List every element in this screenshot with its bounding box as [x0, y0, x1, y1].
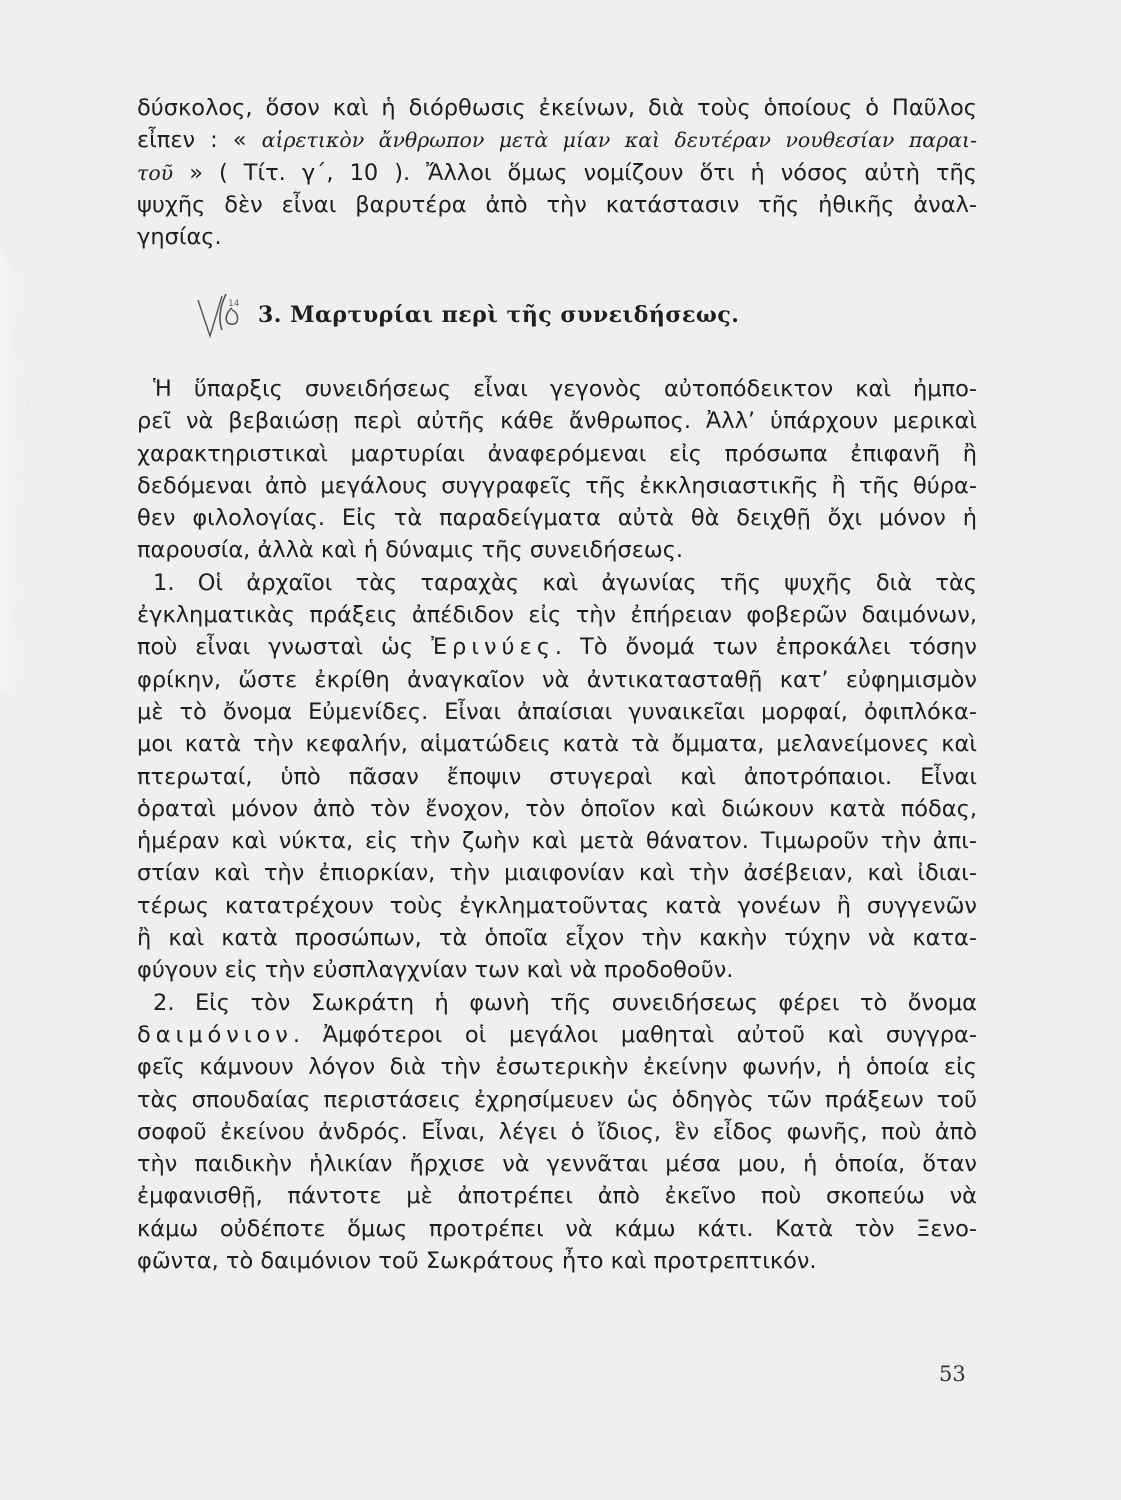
- text-line: ὁραταὶ μόνον ἀπὸ τὸν ἔνοχον, τὸν ὁποῖον καὶ διώκουν κατὰ πόδας,: [137, 795, 977, 822]
- text-line: δαιμόνιον. Ἀμφότεροι οἱ μεγάλοι μαθηταὶ αὐτοῦ καὶ συγγρα-: [137, 1021, 977, 1048]
- text-line: φρίκην, ὥστε ἐκρίθη ἀναγκαῖον νὰ ἀντικατασταθῇ κατ’ εὐφημισμὸν: [137, 666, 977, 693]
- text-line: τέρως κατατρέχουν τοὺς ἐγκληματοῦντας κατὰ γονέων ἢ συγγενῶν: [137, 892, 977, 919]
- spaced-word: δαιμόνιον: [137, 1021, 293, 1048]
- text-line: γησίας.: [137, 224, 222, 251]
- top-paragraph: [137, 92, 977, 253]
- text-line: δύσκολος, ὅσον καὶ ἡ διόρθωσις ἐκείνων, διὰ τοὺς ὁποίους ὁ Παῦλος: [137, 95, 977, 121]
- text-line: φύγουν εἰς τὴν εὐσπλαγχνίαν των καὶ νὰ προδοθοῦν.: [137, 957, 734, 984]
- text-line: μὲ τὸ ὄνομα Εὐμενίδες. Εἶναι ἀπαίσιαι γυναικεῖαι μορφαί, ὀφιπλόκα-: [137, 698, 977, 725]
- text-line: πτερωταί, ὑπὸ πᾶσαν ἔποψιν στυγεραὶ καὶ ἀποτρόπαιοι. Εἶναι: [137, 763, 977, 790]
- section-heading: 3. Μαρτυρίαι περὶ τῆς συνειδήσεως.: [258, 302, 740, 328]
- text-line: φεῖς κάμνουν λόγον διὰ τὴν ἐσωτερικὴν ἐκείνην φωνήν, ἡ ὁποία εἰς: [137, 1054, 977, 1081]
- text-line: ποὺ εἶναι γνωσταὶ ὡς Ἐρινύες. Τὸ ὄνομά των ἐπροκάλει τόσην: [137, 634, 978, 661]
- text-line: ἐμφανισθῇ, πάντοτε μὲ ἀποτρέπει ἀπὸ ἐκεῖνο ποὺ σκοπεύω νὰ: [137, 1183, 977, 1210]
- text-line: δεδόμεναι ἀπὸ μεγάλους συγγραφεῖς τῆς ἐκκλησιαστικῆς ἢ τῆς θύρα-: [137, 472, 977, 499]
- text-line: ἐγκληματικὰς πράξεις ἀπέδιδον εἰς τὴν ἐπήρειαν φοβερῶν δαιμόνων,: [137, 602, 977, 629]
- text-line: τὰς σπουδαίας περιστάσεις ἐχρησίμευεν ὡς ὁδηγὸς τῶν πράξεων τοῦ: [137, 1086, 977, 1113]
- text-line: 2. Εἰς τὸν Σωκράτη ἡ φωνὴ τῆς συνειδήσεως φέρει τὸ ὄνομα: [153, 989, 977, 1016]
- text-line: ρεῖ νὰ βεβαιώσῃ περὶ αὐτῆς κάθε ἄνθρωπος. Ἀλλ’ ὑπάρχουν μερικαὶ: [137, 408, 977, 435]
- text-line: ψυχῆς δὲν εἶναι βαρυτέρα ἀπὸ τὴν κατάστασιν τῆς ἠθικῆς ἀναλ-: [137, 191, 977, 218]
- text-line: τὴν παιδικὴν ἡλικίαν ἤρχισε νὰ γεννᾶται μέσα μου, ἡ ὁποία, ὅταν: [137, 1151, 977, 1178]
- spaced-word: Ἐρινύες: [431, 634, 555, 661]
- text-line: στίαν καὶ τὴν ἐπιορκίαν, τὴν μιαιφονίαν καὶ τὴν ἀσέβειαν, καὶ ἰδιαι-: [137, 860, 977, 887]
- text-line: μοι κατὰ τὴν κεφαλήν, αἱματώδεις κατὰ τὰ ὄμματα, μελανείμονες καὶ: [137, 731, 977, 758]
- body-text: [137, 373, 977, 1277]
- text-line: ἢ καὶ κατὰ προσώπων, τὰ ὁποῖα εἶχον τὴν κακὴν τύχην νὰ κατα-: [137, 925, 977, 952]
- text-line: 1. Οἱ ἀρχαῖοι τὰς ταραχὰς καὶ ἀγωνίας τῆς ψυχῆς διὰ τὰς: [153, 569, 977, 596]
- text-line: θεν φιλολογίας. Εἰς τὰ παραδείγματα αὐτὰ θὰ δειχθῇ ὄχι μόνον ἡ: [137, 505, 977, 532]
- quote-text: τοῦ: [137, 160, 174, 185]
- page-number: 53: [939, 1362, 966, 1386]
- torn-edge: [0, 250, 40, 690]
- text-line: εἶπεν : « αἱρετικὸν ἄνθρωπον μετὰ μίαν καὶ δευτέραν νουθεσίαν παραι-: [137, 127, 978, 154]
- text-line: παρουσία, ἀλλὰ καὶ ἡ δύναμις τῆς συνειδήσεως.: [137, 537, 684, 564]
- text-line: Ἡ ὕπαρξις συνειδήσεως εἶναι γεγονὸς αὐτοπόδεικτον καὶ ἠμπο-: [153, 376, 977, 402]
- text-line: τοῦ » ( Τίτ. γ΄, 10 ). Ἄλλοι ὅμως νομίζουν ὅτι ἡ νόσος αὐτὴ τῆς: [137, 159, 978, 186]
- text-line: κάμω οὐδέποτε ὅμως προτρέπει νὰ κάμω κάτι. Κατὰ τὸν Ξενο-: [137, 1215, 977, 1242]
- text-line: ἡμέραν καὶ νύκτα, εἰς τὴν ζωὴν καὶ μετὰ θάνατον. Τιμωροῦν τὴν ἀπι-: [137, 828, 977, 855]
- handwritten-annotation: [192, 286, 252, 346]
- text-line: σοφοῦ ἐκείνου ἀνδρός. Εἶναι, λέγει ὁ ἴδιος, ἓν εἶδος φωνῆς, ποὺ ἀπὸ: [137, 1118, 977, 1145]
- text-line: χαρακτηριστικαὶ μαρτυρίαι ἀναφερόμεναι εἰς πρόσωπα ἐπιφανῆ ἢ: [137, 440, 977, 467]
- svg-text:14: 14: [228, 299, 240, 309]
- text-line: φῶντα, τὸ δαιμόνιον τοῦ Σωκράτους ἦτο καὶ προτρεπτικόν.: [137, 1248, 817, 1275]
- quote-text: αἱρετικὸν ἄνθρωπον μετὰ μίαν καὶ δευτέραν νουθεσίαν παραι-: [261, 128, 978, 153]
